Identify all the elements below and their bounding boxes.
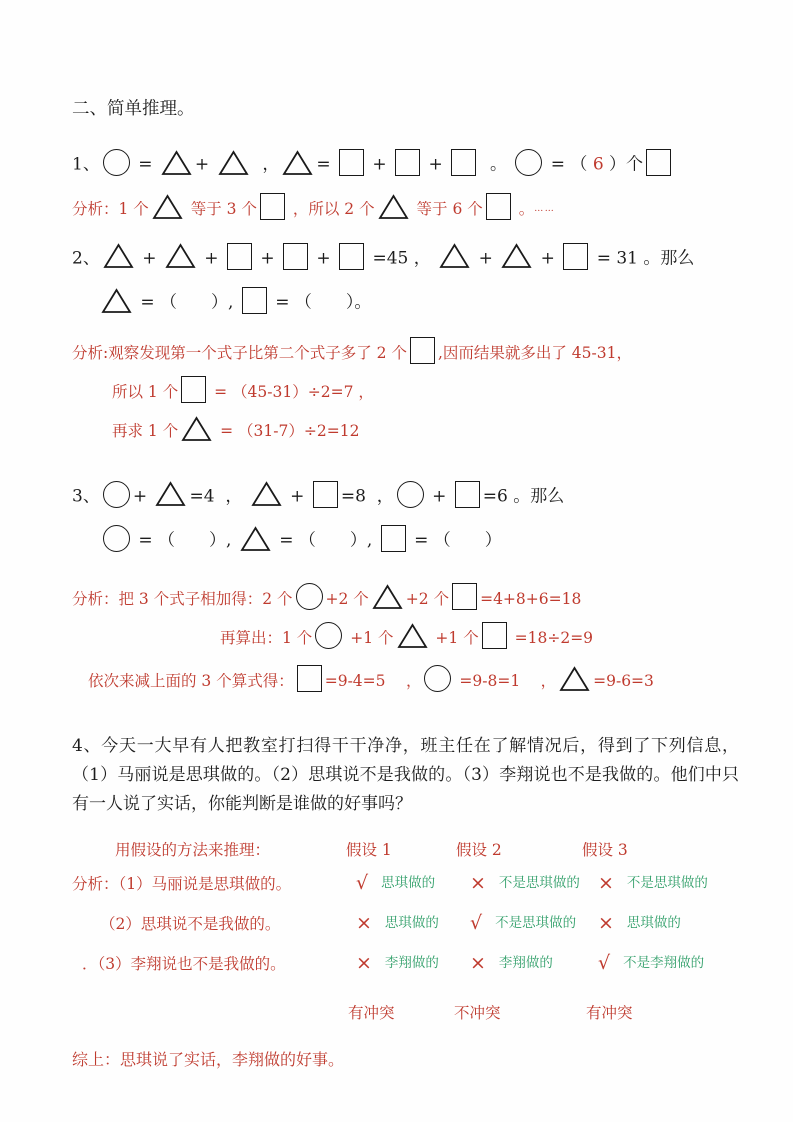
hypothesis-2-header: 假设 2 [456,840,502,859]
cell-annotation: 李翔做的 [498,954,553,971]
text-segment: …… [534,203,556,214]
text-segment: = （ ）。 [269,292,372,313]
hypothesis-row [72,903,739,943]
hypothesis-cell [576,912,746,934]
text-segment: + [535,248,561,268]
circle-shape [397,481,424,508]
cell-annotation: 不是李翔做的 [623,954,705,971]
cross-mark-icon: × [356,951,372,974]
text-segment: 依次来减上面的 3 个算式得： [88,671,294,690]
text-segment: =4+8+6=18 [480,589,582,608]
text-segment: 分析:观察发现第一个式子比第二个式子多了 2 个 [72,343,407,362]
circle-shape [103,525,130,552]
text-segment: = [316,154,337,175]
circle-shape [103,149,130,176]
text-segment: = （ [545,154,593,175]
triangle-shape [378,194,409,220]
math-problems [72,142,739,700]
triangle-shape [103,243,134,269]
text-segment: 1、 [72,154,100,175]
text-segment: =45 ， [367,248,437,268]
cross-mark-icon: × [598,871,614,894]
line-a3c [72,661,739,700]
square-shape [339,243,364,270]
hypothesis-cell [454,912,576,934]
text-segment: 再求 1 个 [112,421,179,440]
triangle-shape [101,288,132,314]
square-shape [339,149,364,176]
hypothesis-row [72,863,739,903]
cell-annotation: 李翔做的 [384,954,439,971]
text-segment: =8 ， [340,486,394,506]
problem-4-text: 4、今天一大早有人把教室打扫得干干净净，班主任在了解情况后，得到了下列信息，（1）马丽说是思琪做的。（2）思琪说不是我做的。（3）李翔说也不是我做的。他们中只有一人说了实话，你能判断是谁做的好事吗？ [72,735,739,814]
square-shape [283,243,308,270]
hypothesis-cell [576,952,746,974]
text-segment: 分析：1 个 [72,199,149,218]
square-shape [410,337,435,364]
conflict-cell-1: 有冲突 [348,1003,395,1022]
triangle-shape [155,481,186,507]
cross-mark-icon: × [470,951,486,974]
text-segment: +1 个 [345,628,394,647]
text-segment: + [194,154,215,175]
triangle-shape [439,243,470,269]
text-segment: 。 [479,154,513,175]
triangle-shape [559,666,590,692]
text-segment: +2 个 [325,589,369,608]
text-segment: 等于 6 个 [411,199,483,218]
text-segment: =9-4=5 ， [324,671,422,690]
triangle-shape [181,416,212,442]
text-segment: ,因而结果就多出了 45-31， [437,343,632,362]
cell-annotation: 思琪做的 [384,914,439,931]
line-p3b [72,518,739,563]
text-segment: + [284,486,310,506]
circle-shape [515,149,542,176]
text-segment: = [132,154,158,175]
triangle-shape [152,194,183,220]
section-heading: 二、简单推理。 [72,99,195,119]
text-segment: 。 [513,199,535,218]
hypothesis-cell [454,952,576,974]
text-segment: ， [251,154,280,175]
hypothesis-cell [344,912,454,934]
triangle-shape [161,150,192,176]
square-shape [242,287,267,314]
triangle-shape [251,481,282,507]
cell-annotation: 不是思琪做的 [498,874,580,891]
text-segment: = （ ） [408,530,502,551]
hypothesis-cell [344,872,454,894]
text-segment: + [198,248,224,268]
text-segment: =4 ， [189,486,248,506]
hypothesis-cell [344,952,454,974]
square-shape [260,193,285,220]
text-segment: = 31 。那么 [591,248,695,268]
line-a2b [72,372,739,411]
text-segment: +1 个 [430,628,479,647]
text-segment: = （31-7）÷2=12 [215,421,360,440]
text-segment: 分析：把 3 个式子相加得：2 个 [72,589,293,608]
check-mark-icon: √ [356,871,369,894]
hypothesis-cell [454,871,580,894]
line-p1 [72,142,739,187]
cell-annotation: 思琪做的 [381,874,436,891]
square-shape [646,149,671,176]
text-segment: = （45-31）÷2=7 ， [209,382,374,401]
circle-shape [424,665,451,692]
text-segment: +2 个 [405,589,450,608]
hypothesis-row [72,943,739,983]
square-shape [482,622,507,649]
square-shape [563,243,588,270]
triangle-shape [218,150,249,176]
text-segment: = （ ）, [133,530,237,551]
text-segment: 2、 [72,248,100,268]
square-shape [297,665,322,692]
hypothesis-header-row [72,835,739,863]
triangle-shape [240,526,271,552]
hypothesis-1-header: 假设 1 [346,840,392,859]
hypothesis-table [72,835,739,1025]
circle-shape [103,481,130,508]
conflict-cell-3: 有冲突 [586,1003,633,1022]
hypothesis-3-header: 假设 3 [582,840,628,859]
text-segment: + [367,154,393,175]
square-shape [313,481,338,508]
text-segment: = （ ）, [135,292,239,313]
line-a3a [72,579,739,618]
hypothesis-cell [576,872,746,894]
text-segment: =9-6=3 [593,671,654,690]
text-segment: ）个 [603,154,644,175]
text-segment: + [423,154,449,175]
square-shape [181,376,206,403]
text-segment: + [136,248,162,268]
hypothesis-intro: 用假设的方法来推理： [115,840,271,859]
text-segment: 3、 [72,486,100,506]
text-segment: + [311,248,337,268]
conflict-cell-2: 不冲突 [454,1003,501,1022]
text-segment: + [254,248,281,268]
circle-shape [315,622,342,649]
text-segment: 6 [592,154,604,175]
statement-label: 分析：（1）马丽说是思琪做的。 [72,874,292,893]
triangle-shape [282,150,313,176]
text-segment: 所以 1 个 [112,382,179,401]
text-segment: =9-8=1 ， [454,671,557,690]
cross-mark-icon: × [470,871,486,894]
statement-label: ．（3）李翔说也不是我做的。 [82,954,286,973]
line-a3b [72,618,739,657]
square-shape [455,481,480,508]
text-segment: 等于 3 个 [185,199,257,218]
cell-annotation: 不是思琪做的 [495,914,577,931]
cell-annotation: 思琪做的 [626,914,681,931]
square-shape [451,149,476,176]
square-shape [452,583,477,610]
square-shape [486,193,511,220]
conflict-row [72,999,739,1025]
line-p3 [72,474,739,519]
text-segment: 再算出：1 个 [220,628,313,647]
circle-shape [296,583,323,610]
text-segment: + [473,248,499,268]
hypothesis-rows [72,863,739,983]
text-segment: ，所以 2 个 [287,199,375,218]
triangle-shape [372,584,403,610]
text-segment: =18÷2=9 [509,628,594,647]
line-a2c [72,411,739,450]
square-shape [227,243,252,270]
text-segment: = （ ）, [273,530,378,551]
cross-mark-icon: × [598,911,614,934]
text-segment: + [426,486,452,506]
conclusion-text: 综上：思琪说了实话，李翔做的好事。 [72,1049,345,1069]
square-shape [381,525,406,552]
line-p2 [72,236,739,281]
text-segment: =6 。那么 [482,486,565,506]
line-a1 [72,189,739,228]
line-p2b [72,280,739,325]
cell-annotation: 不是思琪做的 [626,874,708,891]
check-mark-icon: √ [598,951,611,974]
check-mark-icon: √ [470,911,483,934]
text-segment: + [132,486,153,506]
triangle-shape [397,623,428,649]
line-a2a [72,333,739,372]
square-shape [395,149,420,176]
cross-mark-icon: × [356,911,372,934]
triangle-shape [165,243,196,269]
statement-label: （2）思琪说不是我做的。 [100,914,281,933]
triangle-shape [501,243,532,269]
